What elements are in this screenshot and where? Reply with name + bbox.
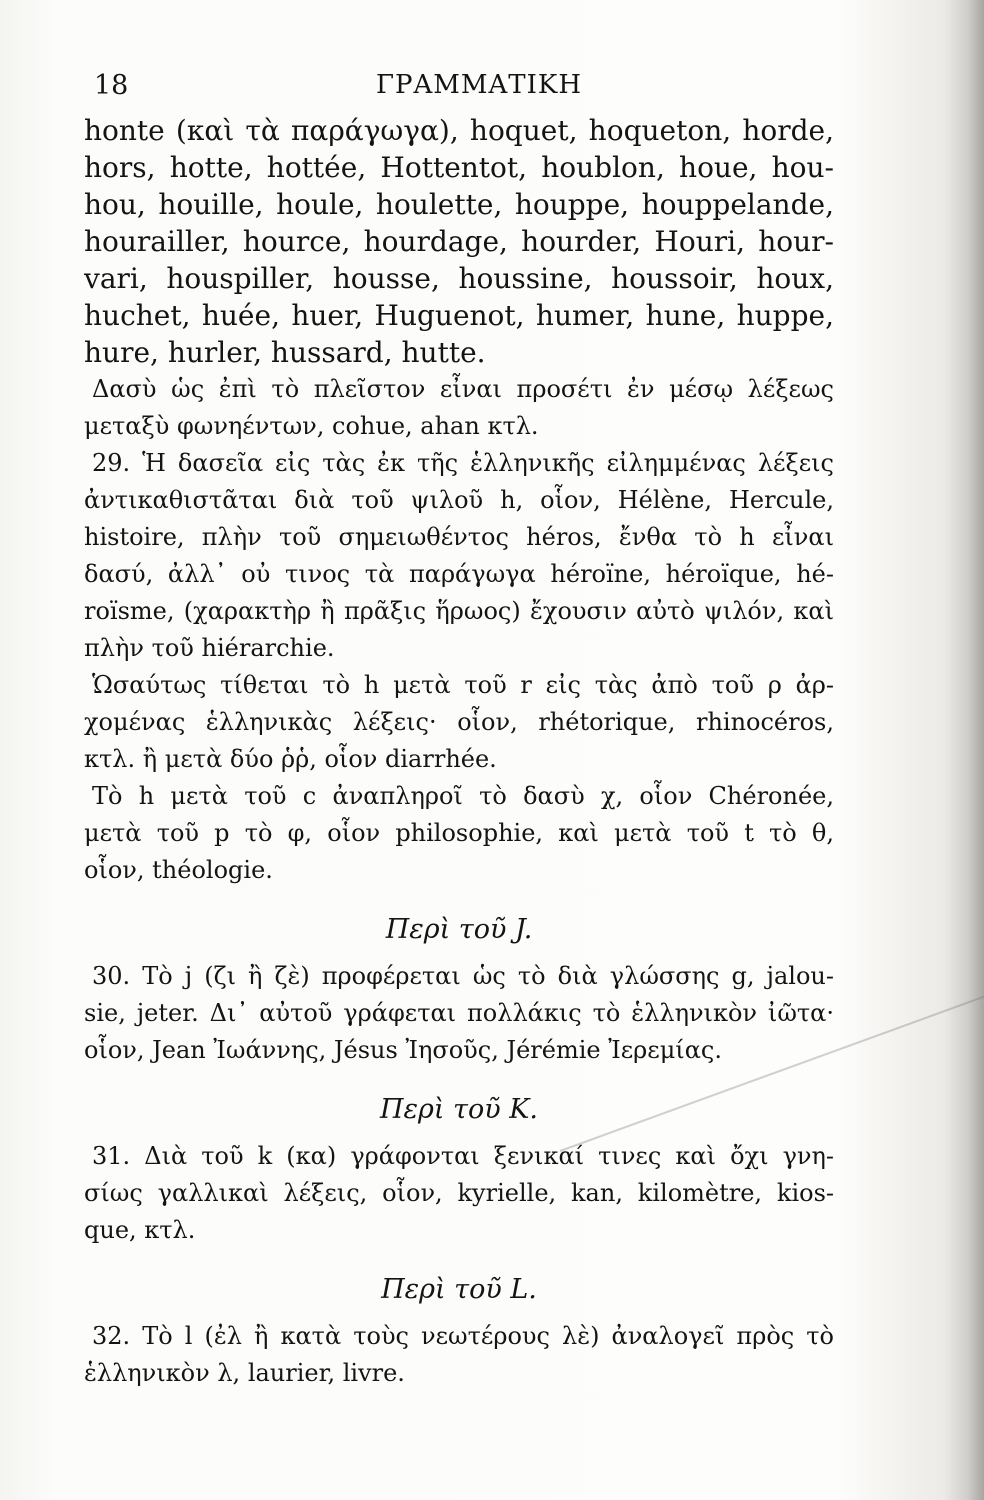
text-line: ἑλληνικὸν λ, laurier, livre. — [84, 1359, 405, 1387]
text-line: huchet, huée, huer, Huguenot, humer, hune, huppe, — [84, 299, 834, 332]
text-line: πλὴν τοῦ hiérarchie. — [84, 634, 335, 662]
page-header — [94, 70, 834, 110]
page-number: 18 — [94, 70, 129, 101]
paragraph-29-start: 29. Ἡ δασεῖα εἰς τὰς ἐκ τῆς ἑλληνικῆς εἰλημμένας λέξεις — [92, 449, 834, 477]
text-line: κτλ. ἢ μετὰ δύο ῥῥ, οἷον diarrhée. — [84, 745, 497, 773]
text-line: οἷον, théologie. — [84, 856, 273, 884]
text-line: hourailler, hource, hourdage, hourder, Houri, hour- — [84, 225, 834, 258]
text-line: Δασὺ ὡς ἐπὶ τὸ πλεῖστον εἶναι προσέτι ἐν μέσῳ λέξεως — [92, 375, 834, 403]
text-line: hou, houille, houle, houlette, houppe, houppelande, — [84, 188, 834, 221]
page-edge-shadow — [944, 0, 984, 1500]
text-line: hors, hotte, hottée, Hottentot, houblon, houe, hou- — [84, 151, 834, 184]
text-line: ἀντικαθιστᾶται διὰ τοῦ ψιλοῦ h, οἷον, Hélène, Hercule, — [84, 486, 834, 514]
text-line: Ὡσαύτως τίθεται τὸ h μετὰ τοῦ r εἰς τὰς ἀπὸ τοῦ ρ ἀρ- — [92, 671, 834, 699]
text-line: sie, jeter. Δι᾽ αὐτοῦ γράφεται πολλάκις τὸ ἑλληνικὸν ἰῶτα· — [84, 999, 834, 1027]
paragraph-32-start: 32. Τὸ l (ἐλ ἢ κατὰ τοὺς νεωτέρους λὲ) ἀναλογεῖ πρὸς τὸ — [92, 1322, 834, 1350]
text-line: histoire, πλὴν τοῦ σημειωθέντος héros, ἔνθα τὸ h εἶναι — [84, 523, 834, 551]
section-heading-l: Περὶ τοῦ L. — [381, 1274, 537, 1305]
section-heading-j: Περὶ τοῦ J. — [385, 914, 533, 945]
text-line: σίως γαλλικαὶ λέξεις, οἷον, kyrielle, kan, kilomètre, kios- — [84, 1179, 834, 1207]
text-line: vari, houspiller, housse, houssine, houssoir, houx, — [84, 262, 834, 295]
paragraph-30-start: 30. Τὸ j (ζι ἢ ζὲ) προφέρεται ὡς τὸ διὰ γλώσσης g, jalou- — [92, 962, 834, 990]
text-line: μετὰ τοῦ p τὸ φ, οἷον philosophie, καὶ μετὰ τοῦ t τὸ θ, — [84, 819, 834, 847]
text-line: que, κτλ. — [84, 1216, 196, 1244]
text-line: roïsme, (χαρακτὴρ ἢ πρᾶξις ἥρωος) ἔχουσιν αὐτὸ ψιλόν, καὶ — [84, 597, 834, 625]
paragraph-31-start: 31. Διὰ τοῦ k (κα) γράφονται ξενικαί τινες καὶ ὄχι γνη- — [92, 1142, 834, 1170]
running-title: ΓΡΑΜΜΑΤΙΚΗ — [375, 70, 583, 100]
text-line: οἷον, Jean Ἰωάννης, Jésus Ἰησοῦς, Jérémie Ἰερεμίας. — [84, 1036, 722, 1064]
section-heading-k: Περὶ τοῦ K. — [379, 1094, 539, 1125]
body-text — [84, 112, 834, 1392]
text-line: honte (καὶ τὰ παράγωγα), hoquet, hoqueton, horde, — [84, 114, 834, 147]
text-line: Τὸ h μετὰ τοῦ c ἀναπληροῖ τὸ δασὺ χ, οἷον Chéronée, — [92, 782, 834, 810]
text-line: δασύ, ἀλλ᾽ οὐ τινος τὰ παράγωγα héroïne, héroïque, hé- — [84, 560, 834, 588]
text-line: χομένας ἑλληνικὰς λέξεις· οἷον, rhétorique, rhinocéros, — [84, 708, 834, 736]
text-line: hure, hurler, hussard, hutte. — [84, 336, 486, 369]
text-line: μεταξὺ φωνηέντων, cohue, ahan κτλ. — [84, 412, 539, 440]
